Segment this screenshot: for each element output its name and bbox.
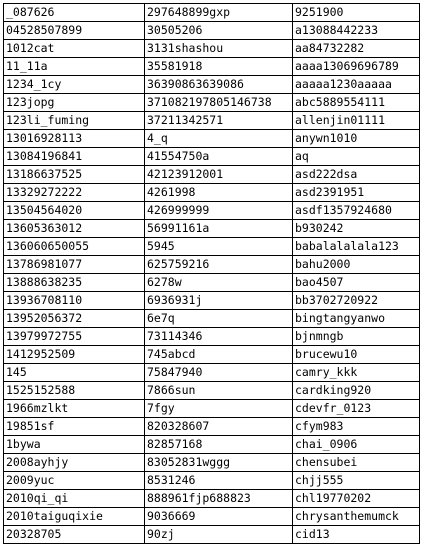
table-cell[interactable]: 35581918	[145, 58, 293, 76]
table-cell[interactable]: 13786981077	[4, 256, 145, 274]
table-row	[4, 40, 420, 58]
table-cell[interactable]: 11_11a	[4, 58, 145, 76]
table-cell[interactable]: 5945	[145, 238, 293, 256]
table-row	[4, 418, 420, 436]
table-cell[interactable]: allenjin01111	[293, 112, 420, 130]
table-cell[interactable]: b930242	[293, 220, 420, 238]
table-row	[4, 292, 420, 310]
table-cell[interactable]: 7fgy	[145, 400, 293, 418]
table-cell[interactable]: 42123912001	[145, 166, 293, 184]
table-cell[interactable]: 83052831wggg	[145, 454, 293, 472]
table-cell[interactable]: 8531246	[145, 472, 293, 490]
table-cell[interactable]: 4261998	[145, 184, 293, 202]
table-row	[4, 238, 420, 256]
table-cell[interactable]: aaaa13069696789	[293, 58, 420, 76]
table-cell[interactable]: 1412952509	[4, 346, 145, 364]
table-cell[interactable]: 13084196841	[4, 148, 145, 166]
table-cell[interactable]: 30505206	[145, 22, 293, 40]
table-cell[interactable]: cfym983	[293, 418, 420, 436]
table-cell[interactable]: 13016928113	[4, 130, 145, 148]
table-cell[interactable]: 56991161a	[145, 220, 293, 238]
table-row	[4, 202, 420, 220]
table-cell[interactable]: 13186637525	[4, 166, 145, 184]
table-cell[interactable]: 20328705	[4, 526, 145, 544]
table-cell[interactable]: 6e7q	[145, 310, 293, 328]
table-cell[interactable]: 41554750a	[145, 148, 293, 166]
table-cell[interactable]: 82857168	[145, 436, 293, 454]
table-row	[4, 382, 420, 400]
table-cell[interactable]: aa84732282	[293, 40, 420, 58]
table-row	[4, 22, 420, 40]
table-cell[interactable]: 9036669	[145, 508, 293, 526]
table-row	[4, 166, 420, 184]
table-cell[interactable]: chai_0906	[293, 436, 420, 454]
table-row	[4, 148, 420, 166]
table-cell[interactable]: 2009yuc	[4, 472, 145, 490]
table-cell[interactable]: 145	[4, 364, 145, 382]
table-row	[4, 436, 420, 454]
table-row	[4, 4, 420, 22]
table-cell[interactable]: 6278w	[145, 274, 293, 292]
table-cell[interactable]: bahu2000	[293, 256, 420, 274]
table-cell[interactable]: 4_q	[145, 130, 293, 148]
table-cell[interactable]: 9251900	[293, 4, 420, 22]
table-row	[4, 508, 420, 526]
table-cell[interactable]: cid13	[293, 526, 420, 544]
table-row	[4, 184, 420, 202]
table-cell[interactable]: bb3702720922	[293, 292, 420, 310]
table-cell[interactable]: babalalalala123	[293, 238, 420, 256]
table-row	[4, 130, 420, 148]
table-cell[interactable]: 36390863639086	[145, 76, 293, 94]
table-cell[interactable]: 73114346	[145, 328, 293, 346]
table-cell[interactable]: 37211342571	[145, 112, 293, 130]
table-cell[interactable]: 123li_fuming	[4, 112, 145, 130]
table-cell[interactable]: a13088442233	[293, 22, 420, 40]
table-cell[interactable]: cardking920	[293, 382, 420, 400]
table-cell[interactable]: 13329272222	[4, 184, 145, 202]
table-cell[interactable]: 75847940	[145, 364, 293, 382]
table-cell[interactable]: anywn1010	[293, 130, 420, 148]
table-cell[interactable]: bjnmngb	[293, 328, 420, 346]
table-cell[interactable]: abc5889554111	[293, 94, 420, 112]
table-cell[interactable]: 90zj	[145, 526, 293, 544]
table-cell[interactable]: 1bywa	[4, 436, 145, 454]
table-row	[4, 472, 420, 490]
table-cell[interactable]: 13605363012	[4, 220, 145, 238]
table-cell[interactable]: asdf1357924680	[293, 202, 420, 220]
table-cell[interactable]: 13888638235	[4, 274, 145, 292]
table-cell[interactable]: 2010taiguqixie	[4, 508, 145, 526]
table-row	[4, 76, 420, 94]
table-cell[interactable]: 1012cat	[4, 40, 145, 58]
table-row	[4, 526, 420, 544]
table-cell[interactable]: 1966mzlkt	[4, 400, 145, 418]
table-cell[interactable]: asd2391951	[293, 184, 420, 202]
table-cell[interactable]: 888961fjp688823	[145, 490, 293, 508]
table-body	[4, 4, 420, 544]
table-cell[interactable]: bingtangyanwo	[293, 310, 420, 328]
table-cell[interactable]: chensubei	[293, 454, 420, 472]
table-cell[interactable]: 6936931j	[145, 292, 293, 310]
table-cell[interactable]: 7866sun	[145, 382, 293, 400]
data-table	[3, 3, 420, 544]
table-cell[interactable]: brucewu10	[293, 346, 420, 364]
table-cell[interactable]: cdevfr_0123	[293, 400, 420, 418]
table-cell[interactable]: 19851sf	[4, 418, 145, 436]
table-cell[interactable]: 13504564020	[4, 202, 145, 220]
table-row	[4, 94, 420, 112]
table-cell[interactable]: 123jopg	[4, 94, 145, 112]
table-cell[interactable]: chrysanthemumck	[293, 508, 420, 526]
table-cell[interactable]: 820328607	[145, 418, 293, 436]
table-cell[interactable]: 1525152588	[4, 382, 145, 400]
table-row	[4, 364, 420, 382]
table-cell[interactable]: chl19770202	[293, 490, 420, 508]
table-cell[interactable]: 745abcd	[145, 346, 293, 364]
table-cell[interactable]: 297648899gxp	[145, 4, 293, 22]
table-cell[interactable]: 426999999	[145, 202, 293, 220]
table-row	[4, 220, 420, 238]
table-cell[interactable]: aq	[293, 148, 420, 166]
table-row	[4, 346, 420, 364]
table-cell[interactable]: 136060650055	[4, 238, 145, 256]
table-cell[interactable]: 1234_1cy	[4, 76, 145, 94]
table-row	[4, 310, 420, 328]
table-row	[4, 58, 420, 76]
table-cell[interactable]: _087626	[4, 4, 145, 22]
table-cell[interactable]: asd222dsa	[293, 166, 420, 184]
table-cell[interactable]: 13979972755	[4, 328, 145, 346]
table-cell[interactable]: 13936708110	[4, 292, 145, 310]
table-row	[4, 112, 420, 130]
table-cell[interactable]: 3131shashou	[145, 40, 293, 58]
table-cell[interactable]: 625759216	[145, 256, 293, 274]
table-cell[interactable]: 13952056372	[4, 310, 145, 328]
table-row	[4, 328, 420, 346]
table-row	[4, 400, 420, 418]
table-cell[interactable]: aaaaa1230aaaaa	[293, 76, 420, 94]
table-cell[interactable]: bao4507	[293, 274, 420, 292]
table-cell[interactable]: 371082197805146738	[145, 94, 293, 112]
table-row	[4, 256, 420, 274]
table-cell[interactable]: 2008ayhjy	[4, 454, 145, 472]
table-row	[4, 490, 420, 508]
table-row	[4, 274, 420, 292]
table-cell[interactable]: 2010qi_qi	[4, 490, 145, 508]
table-cell[interactable]: 04528507899	[4, 22, 145, 40]
table-cell[interactable]: camry_kkk	[293, 364, 420, 382]
table-row	[4, 454, 420, 472]
table-cell[interactable]: chjj555	[293, 472, 420, 490]
